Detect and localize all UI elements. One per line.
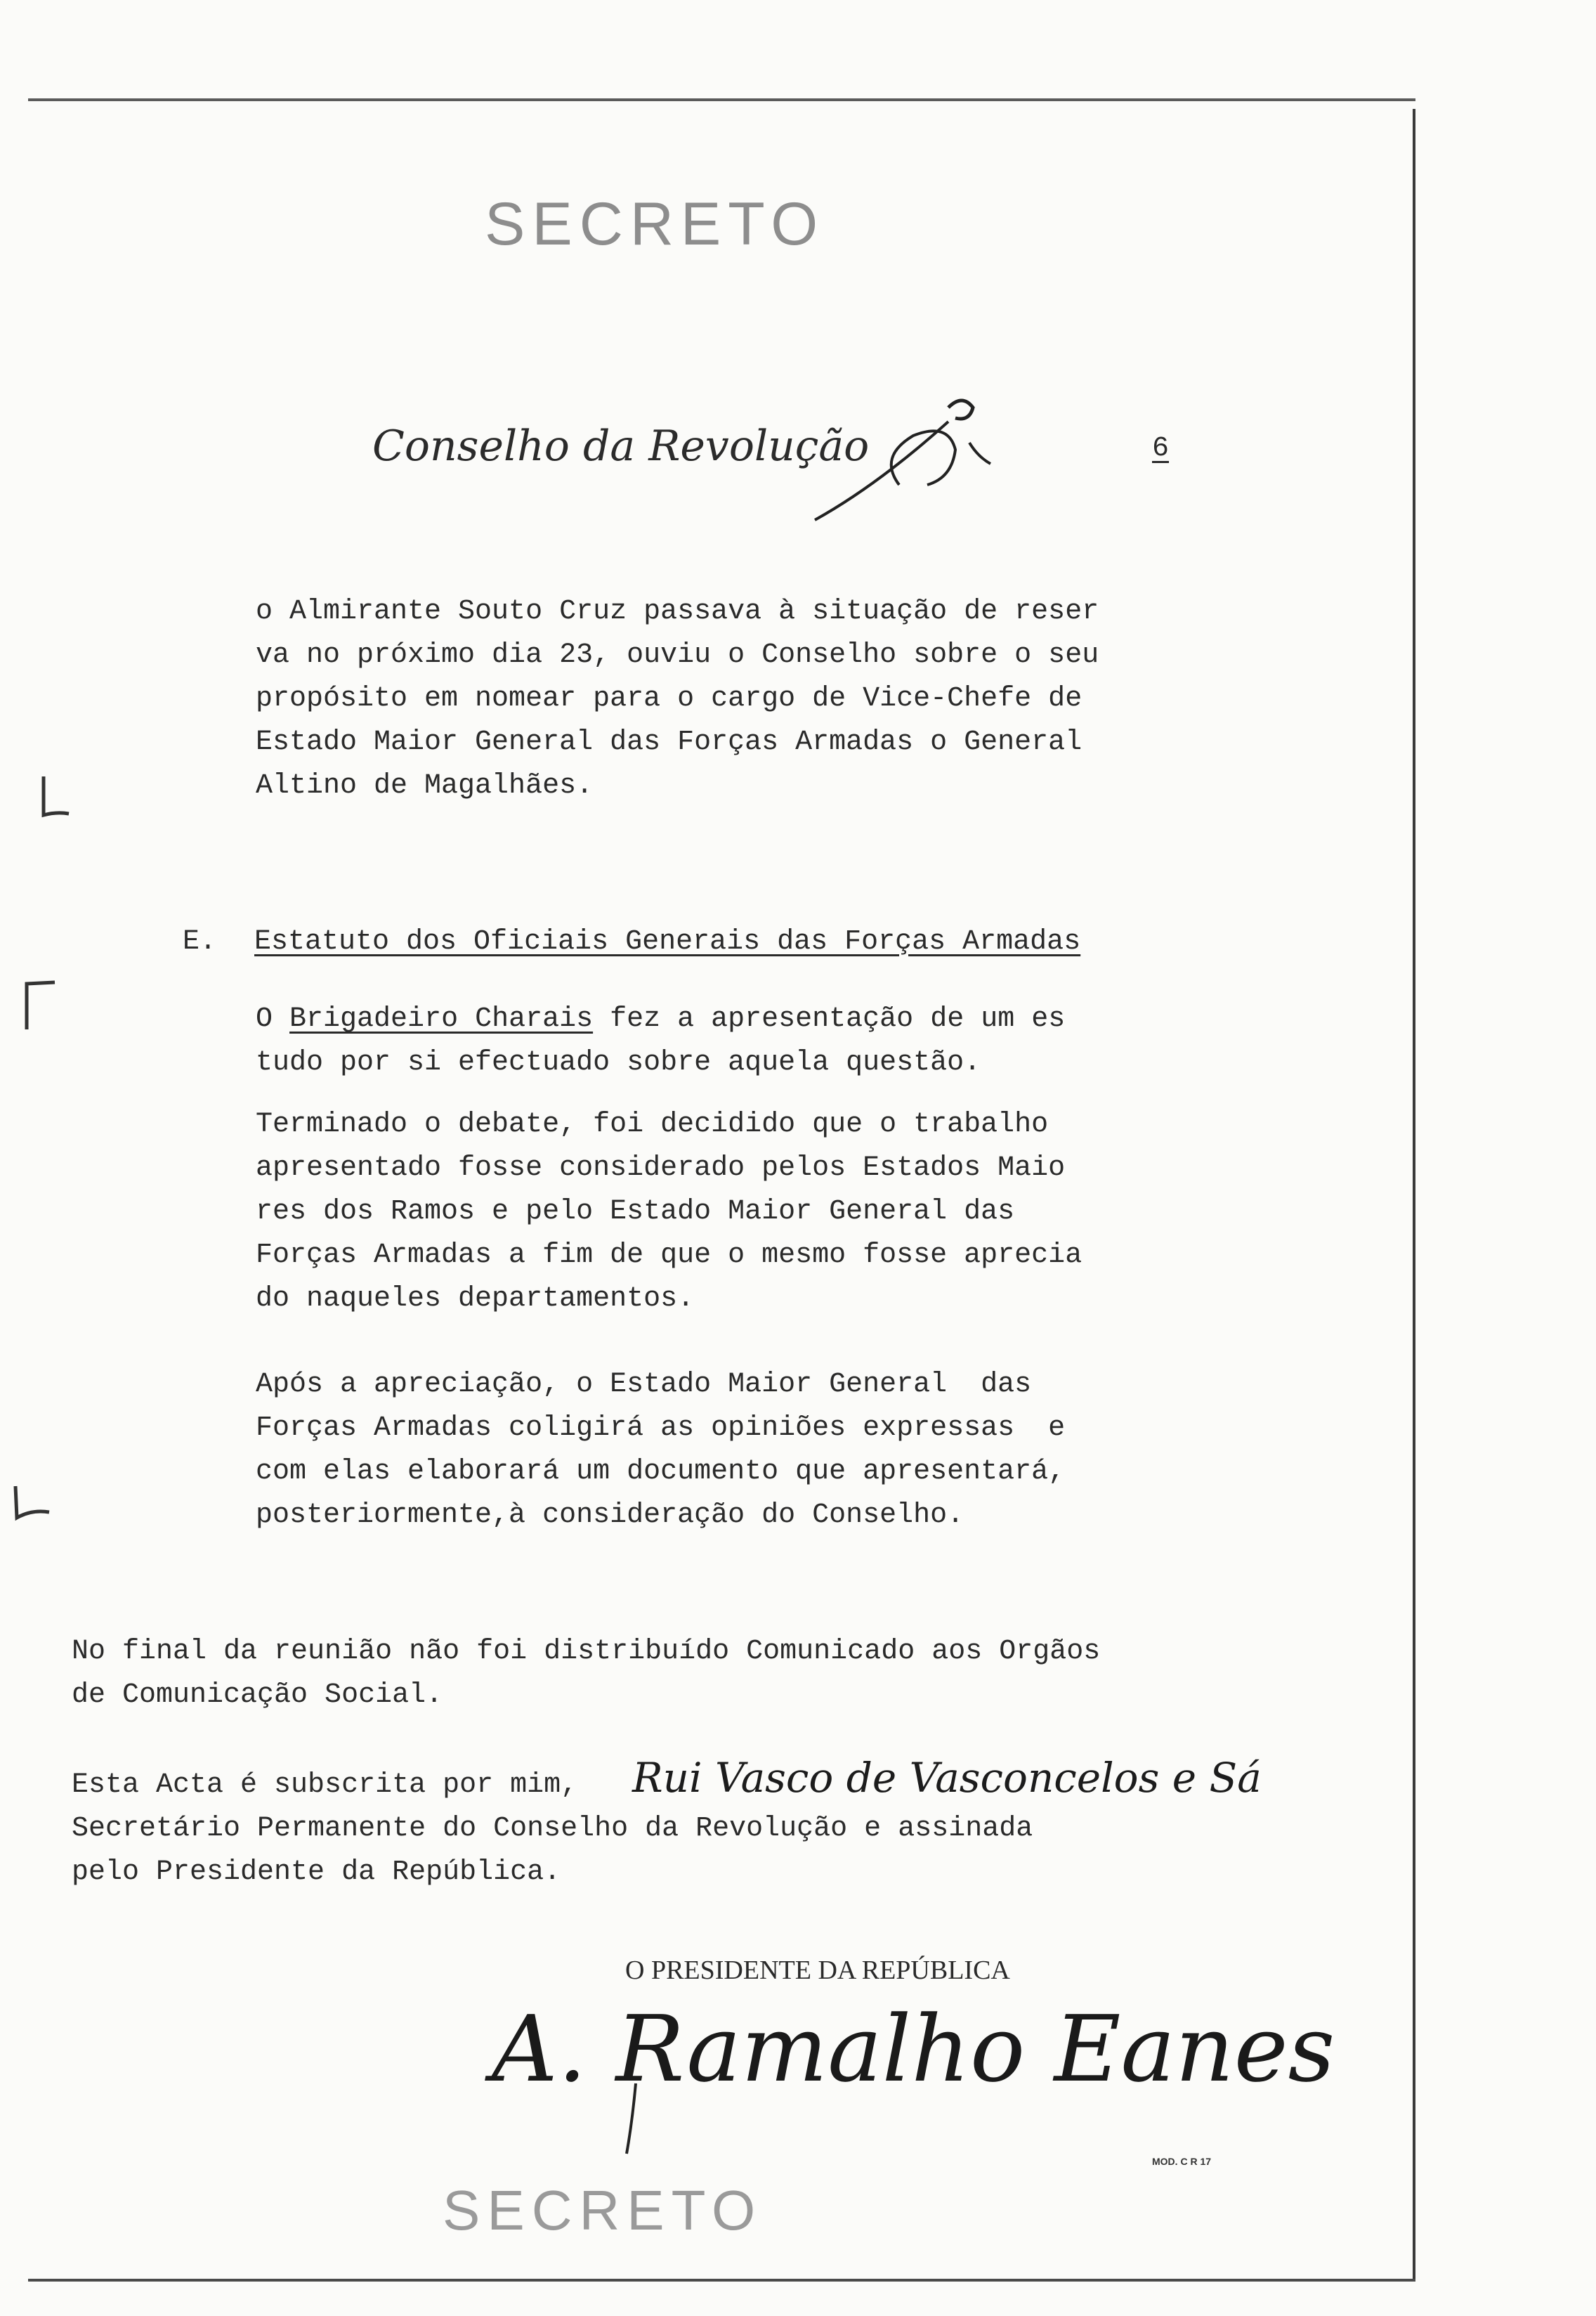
frame-top-line xyxy=(28,98,1415,101)
text-line: No final da reunião não foi distribuído Comunicado aos Orgãos xyxy=(72,1636,1101,1667)
text-line: res dos Ramos e pelo Estado Maior General das xyxy=(256,1196,1015,1228)
text-line: Secretário Permanente do Conselho da Revolução e assinada xyxy=(72,1813,1033,1845)
secretary-signature: Rui Vasco de Vasconcelos e Sá xyxy=(632,1754,1262,1802)
text-line: pelo Presidente da República. xyxy=(72,1856,561,1888)
page-number: 6 xyxy=(1152,433,1170,464)
text-rest: fez a apresentação de um es xyxy=(593,1003,1066,1035)
secret-stamp-top: SECRETO xyxy=(485,190,825,258)
text-line: va no próximo dia 23, ouviu o Conselho sobre o seu xyxy=(256,639,1099,671)
paragraph-appointment xyxy=(256,590,1099,808)
secret-stamp-bottom: SECRETO xyxy=(443,2179,763,2242)
text-line: tudo por si efectuado sobre aquela questão. xyxy=(256,1047,981,1079)
form-code: MOD. C R 17 xyxy=(1152,2156,1212,2167)
paragraph-after-review xyxy=(256,1363,1065,1537)
text-line: Terminado o debate, foi decidido que o trabalho xyxy=(256,1109,1049,1140)
text-line: de Comunicação Social. xyxy=(72,1679,443,1711)
paragraph-decision xyxy=(256,1103,1082,1321)
text-line: apresentado fosse considerado pelos Estados Maio xyxy=(256,1152,1066,1184)
section-title: Estatuto dos Oficiais Generais das Forças Armadas xyxy=(254,926,1081,958)
margin-corner-mark-icon xyxy=(7,1483,56,1525)
text-line: do naqueles departamentos. xyxy=(256,1283,695,1315)
text-line: Forças Armadas a fim de que o mesmo fosse aprecia xyxy=(256,1240,1082,1271)
paragraph-presentation xyxy=(256,998,1065,1085)
text-line: Estado Maior General das Forças Armadas o General xyxy=(256,727,1082,758)
margin-bracket-mark-icon xyxy=(20,977,62,1033)
text-line: com elas elaborará um documento que apresentará, xyxy=(256,1456,1066,1488)
frame-right-line xyxy=(1413,109,1415,2280)
initials-mark-icon xyxy=(794,379,1019,534)
text-line: Forças Armadas coligirá as opiniões expressas e xyxy=(256,1412,1066,1444)
text-line: Após a apreciação, o Estado Maior General das xyxy=(256,1369,1032,1400)
signature-flourish-icon xyxy=(618,2080,646,2157)
text-lead: O xyxy=(256,1003,273,1035)
text-line: Altino de Magalhães. xyxy=(256,770,594,802)
text-line: Esta Acta é subscrita por mim, xyxy=(72,1769,578,1801)
paragraph-closing xyxy=(72,1630,1100,1717)
brigadier-name: Brigadeiro Charais xyxy=(289,1003,594,1035)
frame-bottom-line xyxy=(28,2279,1415,2282)
text-line: posteriormente,à consideração do Conselho. xyxy=(256,1499,964,1531)
president-title: O PRESIDENTE DA REPÚBLICA xyxy=(625,1956,1010,1985)
margin-corner-mark-icon xyxy=(35,773,77,822)
section-marker: E. xyxy=(183,926,217,958)
text-line: o Almirante Souto Cruz passava à situação de reser xyxy=(256,596,1099,627)
text-line: propósito em nomear para o cargo de Vice-Chefe de xyxy=(256,683,1082,715)
letterhead: Conselho da Revolução xyxy=(372,422,870,471)
president-signature: A. Ramalho Eanes xyxy=(492,1996,1335,2102)
